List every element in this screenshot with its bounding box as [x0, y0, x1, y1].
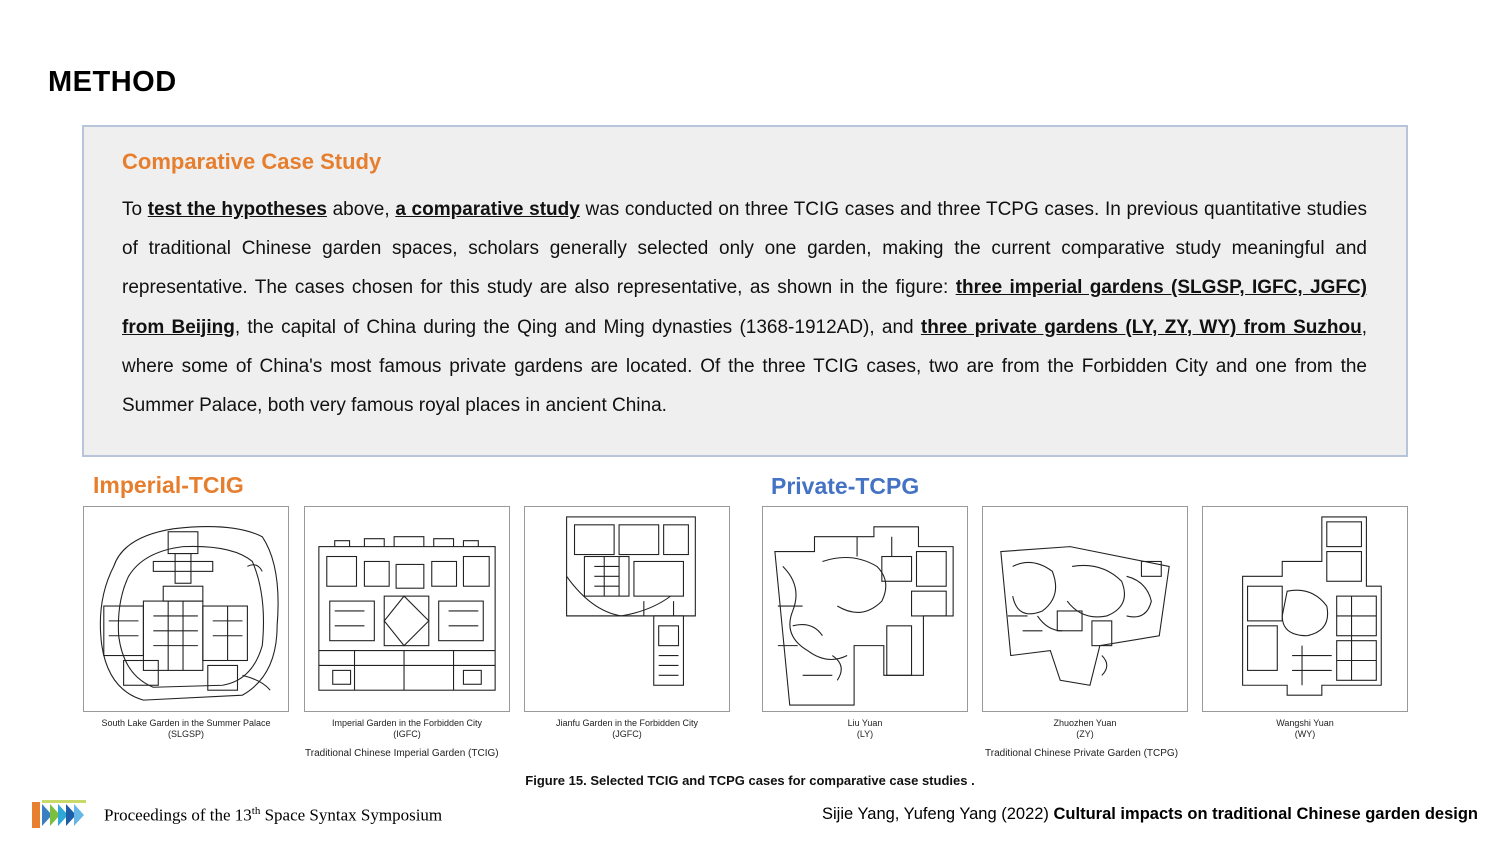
footer-proceedings: [104, 805, 442, 826]
caption-wy: [1202, 718, 1408, 740]
case-name: Imperial Garden in the Forbidden City: [331, 718, 483, 728]
plan-igfc: [304, 506, 510, 712]
caption-igfc: [304, 718, 510, 740]
garden-plan-drawing: [1203, 507, 1407, 711]
plan-slgsp: [83, 506, 289, 712]
case-abbr: (WY): [1294, 729, 1316, 739]
footer-prefix: Proceedings of the 13: [104, 805, 252, 825]
case-name: Zhuozhen Yuan: [1053, 718, 1117, 728]
caption-zy: [982, 718, 1188, 740]
emphasis-imperial-gardens: three imperial gardens (SLGSP, IGFC, JGFC) from Beijing: [122, 277, 1368, 338]
plan-wy: [1202, 506, 1408, 712]
footer-paper-title: Cultural impacts on traditional Chinese garden design: [1053, 805, 1478, 823]
symposium-logo-icon: [32, 800, 90, 830]
figure-caption: Figure 15. Selected TCIG and TCPG cases for comparative case studies .: [525, 773, 975, 788]
section-heading: METHOD: [48, 66, 177, 98]
private-group-caption: Traditional Chinese Private Garden (TCPG): [985, 748, 1179, 759]
emphasis-comparative-study: a comparative study: [395, 199, 580, 220]
case-name: South Lake Garden in the Summer Palace: [101, 718, 271, 728]
garden-plan-drawing: [84, 507, 288, 711]
case-abbr: (ZY): [1076, 729, 1094, 739]
case-abbr: (JGFC): [612, 729, 642, 739]
caption-ly: [762, 718, 968, 740]
footer-citation: [822, 805, 1478, 824]
case-name: Wangshi Yuan: [1276, 718, 1334, 728]
case-abbr: (IGFC): [393, 729, 421, 739]
case-abbr: (SLGSP): [167, 729, 204, 739]
imperial-group-title: Imperial-TCIG: [93, 472, 244, 498]
case-name: Liu Yuan: [847, 718, 883, 728]
text-part: , the capital of China during the Qing and Ming dynasties (1368-1912AD), and: [234, 316, 921, 338]
study-paragraph: [122, 190, 1367, 425]
study-title: Comparative Case Study: [122, 149, 382, 174]
case-abbr: (LY): [856, 729, 874, 739]
emphasis-hypotheses: test the hypotheses: [147, 199, 327, 220]
garden-plan-drawing: [763, 507, 967, 711]
imperial-group-caption: Traditional Chinese Imperial Garden (TCIG): [305, 748, 499, 759]
comparative-study-box: [82, 125, 1408, 457]
garden-plan-drawing: [525, 507, 729, 711]
plan-ly: [762, 506, 968, 712]
footer-suffix: Space Syntax Symposium: [260, 805, 443, 825]
private-group-title: Private-TCPG: [771, 473, 920, 499]
footer-authors: Sijie Yang, Yufeng Yang (2022): [822, 805, 1054, 823]
text-part: To: [122, 199, 148, 220]
text-part: , where some of China's most famous private gardens are located. Of the three TCIG cases, two are from the Forbidden City and one from the Summer Palace, both very famous royal places in ancient China.: [122, 316, 1367, 417]
plan-zy: [982, 506, 1188, 712]
footer-sup: th: [251, 805, 261, 817]
case-name: Jianfu Garden in the Forbidden City: [555, 718, 699, 728]
garden-plan-drawing: [983, 507, 1187, 711]
caption-jgfc: [524, 718, 730, 740]
caption-slgsp: [83, 718, 289, 740]
text-part: above,: [326, 199, 396, 220]
garden-plan-drawing: [305, 507, 509, 711]
emphasis-private-gardens: three private gardens (LY, ZY, WY) from Suzhou: [920, 316, 1362, 338]
text-part: was conducted on three TCIG cases and three TCPG cases. In previous quantitative studies of traditional Chinese garden spaces, scholars generally selected only one garden, making the current comparative study meaningful and representative. The cases chosen for this study are also representative, as shown in the figure:: [122, 199, 1367, 299]
plan-jgfc: [524, 506, 730, 712]
